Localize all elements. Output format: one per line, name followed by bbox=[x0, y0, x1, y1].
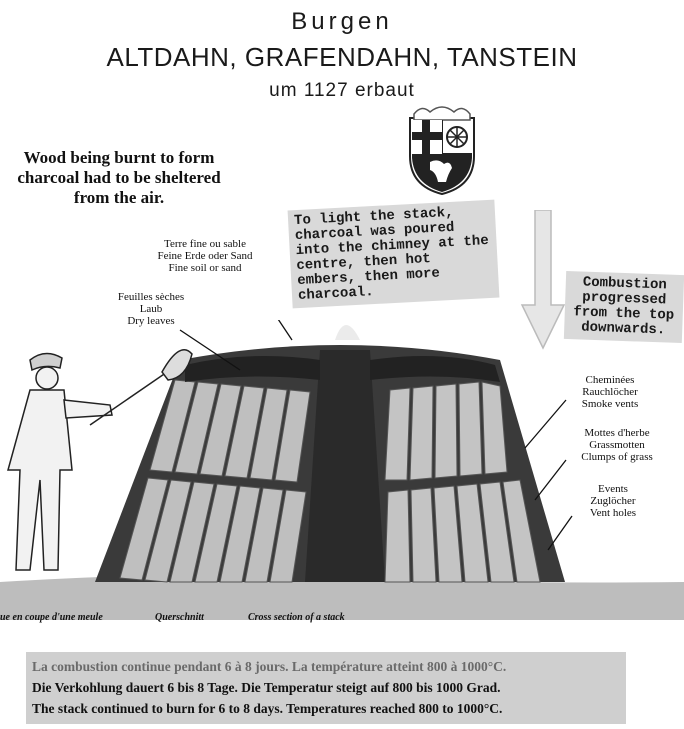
sign-title: Burgen bbox=[291, 8, 393, 35]
combustion-callout: Combustion progressed from the top downwards. bbox=[564, 271, 684, 343]
label-soil: Terre fine ou sable Feine Erde oder Sand Fine soil or sand bbox=[157, 238, 253, 274]
caption-de: Querschnitt bbox=[155, 612, 204, 623]
duration-text-de: Die Verkohlung dauert 6 bis 8 Tage. Die Temperatur steigt auf 800 bis 1000 Grad. bbox=[32, 680, 501, 695]
label-grass: Mottes d'herbe Grassmotten Clumps of grass bbox=[581, 427, 653, 463]
faded-note bbox=[568, 112, 678, 121]
label-leaves: Feuilles sèches Laub Dry leaves bbox=[117, 291, 185, 327]
built-date: um 1127 erbaut bbox=[269, 80, 415, 101]
lead-text: Wood being burnt to form charcoal had to be sheltered from the air. bbox=[17, 148, 221, 207]
caption-fr: ue en coupe d'une meule bbox=[0, 612, 103, 623]
duration-text-box bbox=[26, 652, 626, 724]
castle-names: ALTDAHN, GRAFENDAHN, TANSTEIN bbox=[106, 42, 578, 72]
label-vents: Events Zuglöcher Vent holes bbox=[589, 483, 637, 519]
charcoal-stack-illustration bbox=[0, 320, 684, 620]
lighting-callout: To light the stack, charcoal was poured into the chimney at the centre, then hot embers, then more charcoal. bbox=[288, 200, 500, 309]
duration-text-fr: La combustion continue pendant 6 à 8 jours. La température atteint 800 à 1000°C. bbox=[32, 659, 507, 674]
duration-text-en: The stack continued to burn for 6 to 8 days. Temperatures reached 800 to 1000°C. bbox=[32, 701, 503, 716]
caption-en: Cross section of a stack bbox=[248, 612, 345, 623]
label-chimneys: Cheminées Rauchlöcher Smoke vents bbox=[581, 374, 639, 410]
coat-of-arms-icon bbox=[404, 104, 480, 196]
